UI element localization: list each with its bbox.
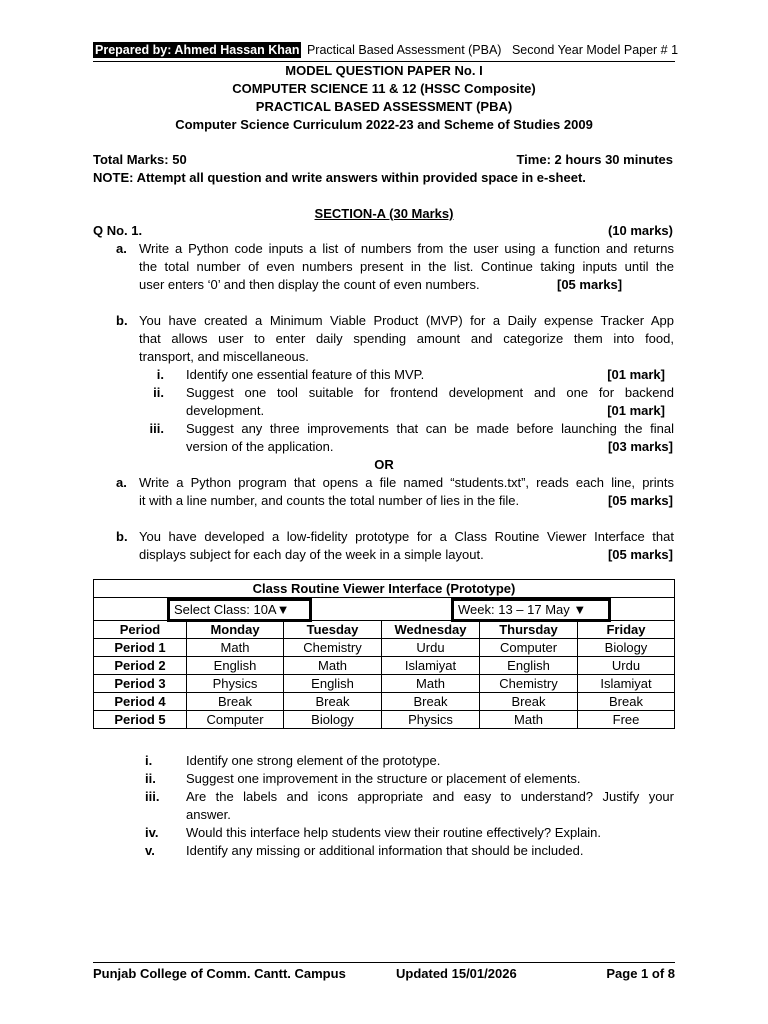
- row-period: Period 1: [94, 639, 187, 657]
- part-a1-line-3: user enters ‘0’ and then display the count of even numbers.: [139, 277, 480, 292]
- table-cell: Math: [480, 711, 578, 729]
- table-cell: Break: [187, 693, 284, 711]
- question-label: Q No. 1.: [93, 223, 143, 238]
- title-line-1: MODEL QUESTION PAPER No. I: [285, 63, 483, 78]
- sub-iii-marker: iii.: [149, 421, 164, 436]
- header-wednesday: Wednesday: [382, 621, 480, 639]
- q2-v-marker: v.: [145, 843, 155, 858]
- table-cell: Chemistry: [480, 675, 578, 693]
- table-cell: Math: [382, 675, 480, 693]
- table-cell: Chemistry: [284, 639, 382, 657]
- sub-i-text: Identify one essential feature of this MVP.: [186, 367, 425, 382]
- question-marks: (10 marks): [607, 223, 673, 238]
- part-a2-marker: a.: [116, 475, 127, 490]
- chevron-down-icon: ▼: [573, 602, 587, 617]
- paper-label: Second Year Model Paper # 1: [511, 43, 679, 57]
- total-marks: Total Marks: 50: [93, 152, 187, 167]
- sub-ii-marks: [01 mark]: [607, 403, 665, 418]
- q2-ii-marker: ii.: [145, 771, 156, 786]
- table-cell: Break: [480, 693, 578, 711]
- table-cell: Math: [187, 639, 284, 657]
- sub-ii-line-2: development.: [186, 403, 265, 418]
- q2-iii-line-1: Are the labels and icons appropriate and easy to understand? Justify your: [186, 789, 674, 804]
- table-cell: English: [480, 657, 578, 675]
- table-cell: Biology: [578, 639, 675, 657]
- table-cell: Free: [578, 711, 675, 729]
- routine-header-row: [94, 621, 675, 639]
- q2-iv-text: Would this interface help students view their routine effectively? Explain.: [186, 825, 602, 840]
- table-cell: Break: [284, 693, 382, 711]
- table-cell: Math: [284, 657, 382, 675]
- sub-iii-line-2: version of the application.: [186, 439, 334, 454]
- table-cell: Physics: [187, 675, 284, 693]
- header-period: Period: [94, 621, 187, 639]
- q2-iii-line-2: answer.: [186, 807, 231, 822]
- header-thursday: Thursday: [480, 621, 578, 639]
- chevron-down-icon: ▼: [276, 602, 290, 617]
- sub-i-marks: [01 mark]: [607, 367, 665, 382]
- table-cell: Islamiyat: [382, 657, 480, 675]
- title-line-2: COMPUTER SCIENCE 11 & 12 (HSSC Composite): [232, 81, 536, 96]
- table-cell: Physics: [382, 711, 480, 729]
- note: NOTE: Attempt all question and write answers within provided space in e-sheet.: [93, 170, 586, 185]
- sub-iii-marks: [03 marks]: [607, 439, 673, 454]
- title-line-4: Computer Science Curriculum 2022-23 and Scheme of Studies 2009: [175, 117, 593, 132]
- table-cell: Urdu: [578, 657, 675, 675]
- header-monday: Monday: [187, 621, 284, 639]
- section-title-text: SECTION-A (30 Marks): [314, 206, 454, 221]
- q2-v-text: Identify any missing or additional information that should be included.: [186, 843, 584, 858]
- part-b2-line-1: You have developed a low-fidelity prototype for a Class Routine Viewer Interface that: [139, 529, 674, 544]
- part-b1-line-3: transport, and miscellaneous.: [139, 349, 309, 364]
- part-b1-marker: b.: [116, 313, 128, 328]
- row-period: Period 2: [94, 657, 187, 675]
- part-a1-line-2: the total number of even numbers present in the list. Continue taking inputs until the: [139, 259, 674, 274]
- table-row: [94, 693, 675, 711]
- sub-i-marker: i.: [156, 367, 164, 382]
- footer-campus: Punjab College of Comm. Cantt. Campus: [93, 966, 346, 981]
- prepared-by: Prepared by: Ahmed Hassan Khan: [95, 43, 300, 57]
- row-period: Period 4: [94, 693, 187, 711]
- q2-i-text: Identify one strong element of the prototype.: [186, 753, 441, 768]
- time-allowed: Time: 2 hours 30 minutes: [516, 152, 673, 167]
- or-divider: OR: [374, 457, 394, 472]
- table-cell: Break: [578, 693, 675, 711]
- part-b2-marks: [05 marks]: [607, 547, 673, 562]
- table-row: [94, 711, 675, 729]
- week-value: Week: 13 – 17 May: [458, 602, 570, 617]
- table-cell: English: [187, 657, 284, 675]
- q2-ii-text: Suggest one improvement in the structure or placement of elements.: [186, 771, 581, 786]
- footer-updated: Updated 15/01/2026: [396, 966, 517, 981]
- header-friday: Friday: [578, 621, 675, 639]
- part-a2-line-2: it with a line number, and counts the total number of lies in the file.: [139, 493, 520, 508]
- table-row: [94, 639, 675, 657]
- table-row: [94, 657, 675, 675]
- table-cell: Biology: [284, 711, 382, 729]
- routine-title: Class Routine Viewer Interface (Prototype): [94, 580, 675, 598]
- part-a1-marker: a.: [116, 241, 127, 256]
- table-row: [94, 675, 675, 693]
- table-cell: Break: [382, 693, 480, 711]
- row-period: Period 3: [94, 675, 187, 693]
- page-header: [93, 43, 679, 62]
- sub-ii-marker: ii.: [153, 385, 164, 400]
- section-title: [93, 205, 675, 223]
- part-a1-line-1: Write a Python code inputs a list of numbers from the user using a function and returns: [139, 241, 674, 256]
- select-class-value: Select Class: 10A: [174, 602, 277, 617]
- part-b1-line-2: that allows user to enter daily spending amount and categorize them into food,: [139, 331, 674, 346]
- sub-iii-line-1: Suggest any three improvements that can be made before launching the final: [186, 421, 674, 436]
- week-dropdown[interactable]: [451, 598, 611, 622]
- page-footer: [93, 962, 675, 981]
- header-tuesday: Tuesday: [284, 621, 382, 639]
- part-b2-marker: b.: [116, 529, 128, 544]
- part-b1-line-1: You have created a Minimum Viable Product (MVP) for a Daily expense Tracker App: [139, 313, 674, 328]
- q2-iii-marker: iii.: [145, 789, 160, 804]
- footer-page: Page 1 of 8: [606, 966, 675, 981]
- title-line-3: PRACTICAL BASED ASSESSMENT (PBA): [255, 99, 513, 114]
- q2-i-marker: i.: [145, 753, 153, 768]
- part-a2-marks: [05 marks]: [607, 493, 673, 508]
- row-period: Period 5: [94, 711, 187, 729]
- table-cell: Urdu: [382, 639, 480, 657]
- part-a2-line-1: Write a Python program that opens a file named “students.txt”, reads each line, prints: [139, 475, 674, 490]
- table-cell: Computer: [187, 711, 284, 729]
- sub-ii-line-1: Suggest one tool suitable for frontend development and one for backend: [186, 385, 674, 400]
- part-b2-line-2: displays subject for each day of the week in a simple layout.: [139, 547, 484, 562]
- q2-iv-marker: iv.: [145, 825, 159, 840]
- table-cell: English: [284, 675, 382, 693]
- part-a1-marks: [05 marks]: [557, 277, 623, 292]
- assessment-label: Practical Based Assessment (PBA): [306, 43, 502, 57]
- table-cell: Islamiyat: [578, 675, 675, 693]
- select-class-dropdown[interactable]: [167, 598, 312, 622]
- table-cell: Computer: [480, 639, 578, 657]
